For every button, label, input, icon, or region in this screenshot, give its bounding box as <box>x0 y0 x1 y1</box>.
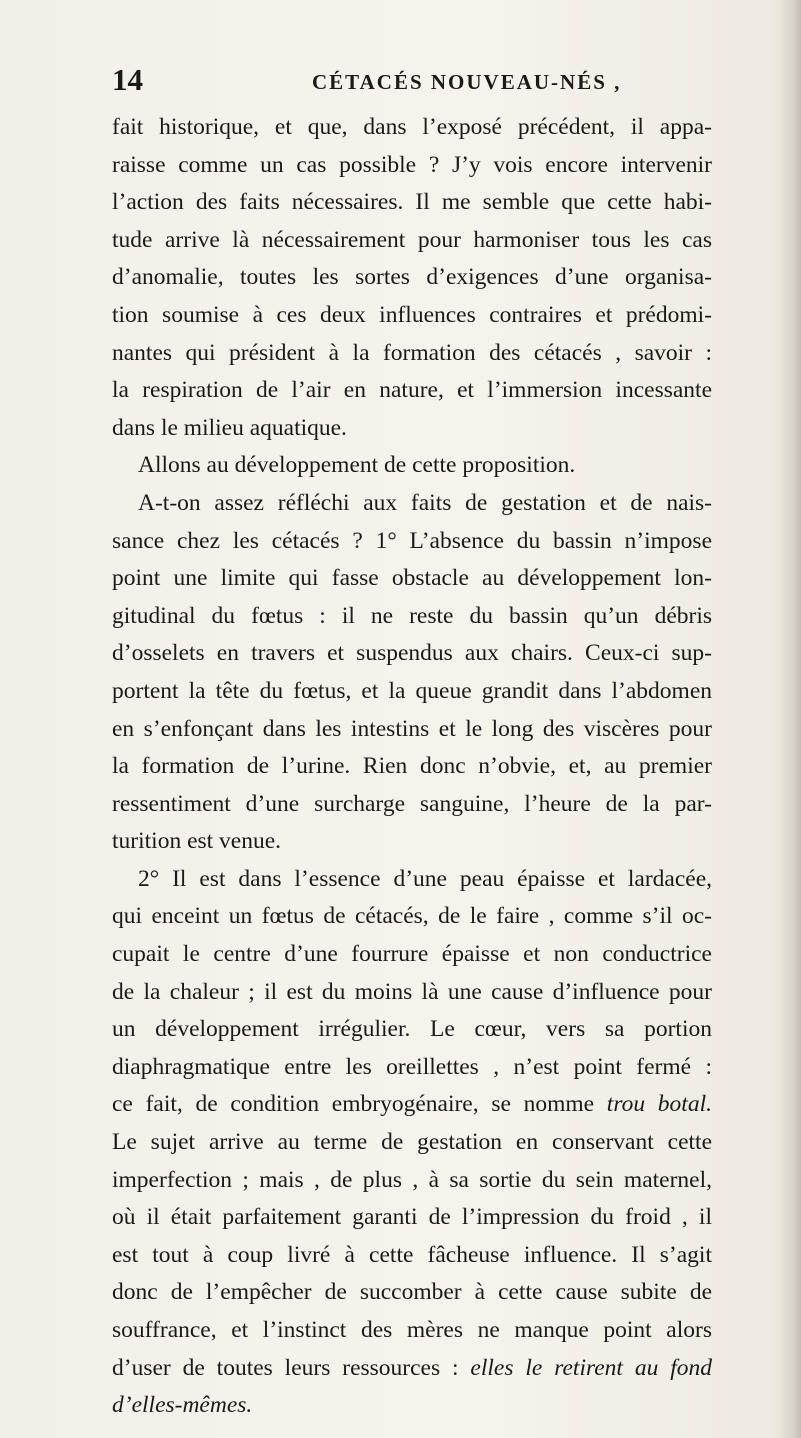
text-line-content: 2° Il est dans l’essence d’une peau épaisse et lardacée, <box>138 865 712 892</box>
text-line <box>112 1237 712 1275</box>
page-header <box>112 60 712 100</box>
text-line-content: turition est venue. <box>112 828 282 855</box>
text-line-content: souffrance, et l’instinct des mères ne manque point alors <box>112 1317 712 1343</box>
text-line <box>112 147 712 185</box>
text-line-content: ressentiment d’une surcharge sanguine, l’heure de la par- <box>112 790 712 817</box>
text-line <box>112 898 712 936</box>
text-line-content: dans le milieu aquatique. <box>112 414 347 441</box>
text-line-content: point une limite qui fasse obstacle au développement lon- <box>112 565 712 592</box>
italic-phrase: trou botal. <box>606 1091 712 1118</box>
text-line-content: raisse comme un cas possible ? J’y vois encore intervenir <box>112 151 712 178</box>
text-line <box>112 1086 712 1124</box>
text-line <box>112 297 712 335</box>
text-line <box>112 1162 712 1200</box>
text-line <box>112 1274 712 1312</box>
text-line <box>112 1387 712 1425</box>
text-line <box>112 598 712 636</box>
text-line-content: la respiration de l’air en nature, et l’immersion incessante <box>112 377 712 404</box>
text-line-content: où il était parfaitement garanti de l’impression du froid , il <box>112 1204 712 1231</box>
text-line-content: qui enceint un fœtus de cétacés, de le faire , comme s’il oc- <box>112 903 712 930</box>
italic-phrase: d’elles-mêmes. <box>112 1392 253 1419</box>
text-line <box>112 1049 712 1087</box>
text-line-content: l’action des faits nécessaires. Il me semble que cette habi- <box>112 189 712 216</box>
text-line <box>112 1312 712 1350</box>
text-line-content: Le sujet arrive au terme de gestation en conservant cette <box>112 1129 712 1156</box>
text-line <box>112 447 712 485</box>
text-line <box>112 372 712 410</box>
text-line-content: d’user de toutes leurs ressources : <box>112 1354 459 1381</box>
running-head: CÉTACÉS NOUVEAU-NÉS , <box>312 70 622 94</box>
text-line <box>112 786 712 824</box>
text-line <box>112 974 712 1012</box>
text-line-content: donc de l’empêcher de succomber à cette cause subite de <box>112 1279 712 1306</box>
text-line-content: nantes qui président à la formation des cétacés , savoir : <box>112 339 712 366</box>
page-edge-shadow <box>779 0 801 1438</box>
text-line <box>112 410 712 448</box>
text-line-content: sance chez les cétacés ? 1° L’absence du bassin n’impose <box>112 527 712 554</box>
text-line <box>112 1011 712 1049</box>
text-line-content: fait historique, et que, dans l’exposé précédent, il appa- <box>112 114 712 140</box>
text-line-content: diaphragmatique entre les oreillettes , n’est point fermé : <box>112 1053 712 1080</box>
text-line <box>112 485 712 523</box>
text-line-content: un développement irrégulier. Le cœur, vers sa portion <box>112 1016 712 1043</box>
text-line-content: gitudinal du fœtus : il ne reste du bassin qu’un débris <box>112 602 712 629</box>
text-line <box>112 635 712 673</box>
text-line-content: est tout à coup livré à cette fâcheuse influence. Il s’agit <box>112 1241 712 1268</box>
text-line-content: en s’enfonçant dans les intestins et le long des viscères pour <box>112 715 712 742</box>
text-line-content: de la chaleur ; il est du moins là une cause d’influence pour <box>112 978 712 1005</box>
text-line-content: cupait le centre d’une fourrure épaisse et non conductrice <box>112 941 712 968</box>
text-line <box>112 673 712 711</box>
page-number: 14 <box>112 62 143 97</box>
text-line <box>112 1350 712 1388</box>
text-line <box>112 259 712 297</box>
text-line <box>112 560 712 598</box>
italic-phrase: elles le retirent au fond <box>470 1354 712 1381</box>
text-line <box>112 823 712 861</box>
text-line <box>112 335 712 373</box>
text-line-content: d’osselets en travers et suspendus aux chairs. Ceux-ci sup- <box>112 640 712 667</box>
text-line <box>112 184 712 222</box>
text-line <box>112 748 712 786</box>
text-line <box>112 523 712 561</box>
text-line <box>112 1124 712 1162</box>
text-line <box>112 1199 712 1237</box>
text-line <box>112 711 712 749</box>
text-line <box>112 861 712 899</box>
text-line-content: portent la tête du fœtus, et la queue grandit dans l’abdomen <box>112 677 712 704</box>
text-line <box>112 936 712 974</box>
text-line-content: Allons au développement de cette proposition. <box>138 452 576 479</box>
body-text <box>112 109 712 1425</box>
text-line <box>112 222 712 260</box>
text-line-content: tion soumise à ces deux influences contraires et prédomi- <box>112 301 712 328</box>
text-line-content: imperfection ; mais , de plus , à sa sortie du sein maternel, <box>112 1166 712 1193</box>
text-line-content: ce fait, de condition embryogénaire, se nomme <box>112 1091 595 1118</box>
text-line-content: d’anomalie, toutes les sortes d’exigences d’une organisa- <box>112 264 712 291</box>
text-line-content: A-t-on assez réfléchi aux faits de gestation et de nais- <box>138 489 712 516</box>
text-line <box>112 109 712 147</box>
text-line-content: tude arrive là nécessairement pour harmoniser tous les cas <box>112 226 712 253</box>
text-line-content: la formation de l’urine. Rien donc n’obvie, et, au premier <box>112 753 712 780</box>
